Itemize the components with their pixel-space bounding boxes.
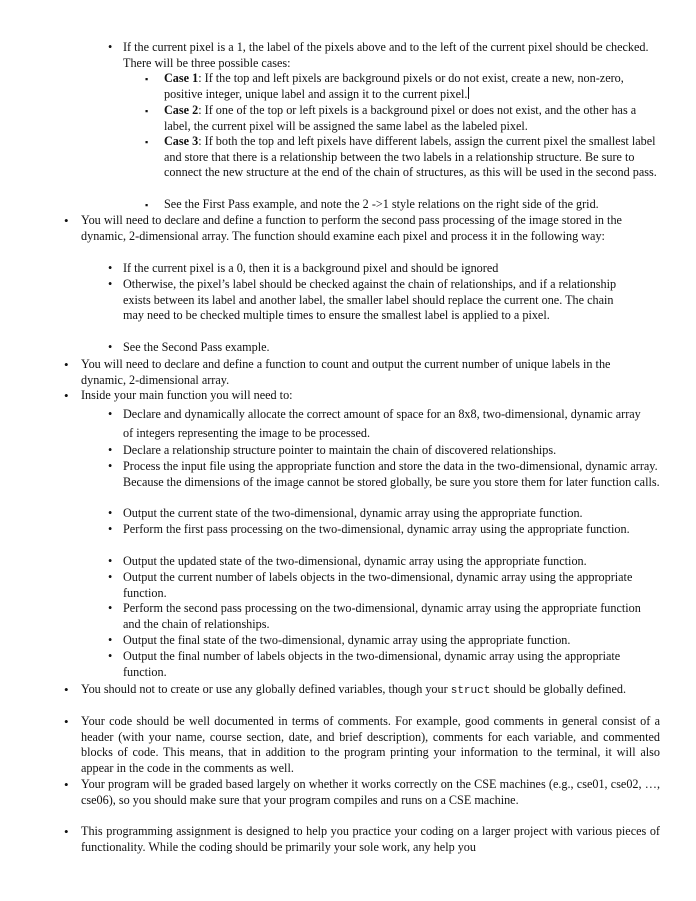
bullet-icon: • <box>108 277 113 291</box>
bullet-icon: • <box>64 357 69 372</box>
bullet-icon: • <box>108 506 113 520</box>
bullet-icon: • <box>108 443 113 457</box>
bullet-icon: • <box>64 824 69 839</box>
bullet-icon: • <box>108 40 113 54</box>
globals-item <box>64 682 661 700</box>
paragraph-text: Output the updated state of the two-dimensional, dynamic array using the appropriate function. <box>123 554 587 568</box>
bullet-icon: • <box>108 261 113 275</box>
second-pass-item <box>108 277 635 324</box>
main-function-item <box>108 405 643 443</box>
bullet-icon: • <box>64 714 69 729</box>
bullet-icon: • <box>64 682 69 697</box>
paragraph-text: See the Second Pass example. <box>123 340 270 354</box>
case-text: : If the top and left pixels are background pixels or do not exist, create a new, non-zero, positive integer, unique label and assign it to the current pixel. <box>164 71 624 101</box>
bullet-icon: • <box>64 777 69 792</box>
bullet-icon: • <box>108 407 113 421</box>
paragraph-text: Output the current number of labels objects in the two-dimensional, dynamic array using the appropriate function. <box>123 570 633 600</box>
struct-keyword: struct <box>450 685 491 697</box>
bullet-icon: • <box>64 388 69 403</box>
main-function-intro <box>64 388 656 404</box>
bullet-icon: • <box>108 570 113 584</box>
paragraph-text: Your code should be well documented in terms of comments. For example, good comments in general consist of a header (with your name, course section, date, and brief description), comments for each variable, and commented blocks of code. This means, that in addition to the program printing your information to the terminal, it will also appear in the code in the comments as well. <box>81 714 660 775</box>
practice-item <box>64 824 660 855</box>
case-label: Case 3 <box>164 134 199 148</box>
paragraph-text: See the First Pass example, and note the 2 ->1 style relations on the right side of the grid. <box>164 197 599 211</box>
count-labels-item <box>64 357 656 388</box>
paragraph-text: You should not to create or use any globally defined variables, though your <box>81 682 451 696</box>
paragraph-text: Declare a relationship structure pointer to maintain the chain of discovered relationships. <box>123 443 557 457</box>
case-text: : If one of the top or left pixels is a background pixel or does not exist, and the other has a label, the current pixel will be assigned the same label as the labeled pixel. <box>164 103 637 133</box>
second-pass-item <box>108 340 650 356</box>
square-bullet-icon: ▪ <box>145 106 149 116</box>
square-bullet-icon: ▪ <box>145 200 149 210</box>
paragraph-text: Perform the first pass processing on the two-dimensional, dynamic array using the appropriate function. <box>123 522 630 536</box>
case-text: : If both the top and left pixels have different labels, assign the current pixel the smallest label and store that there is a relationship between the two labels in a relationship structure. Be sure to connect the new structure at the end of the chain of structures, as this will be used in the second pass. <box>164 134 657 180</box>
first-pass-intro <box>108 40 650 71</box>
paragraph-text: This programming assignment is designed to help you practice your coding on a larger project with various pieces of functionality. While the coding should be primarily your sole work, any help you <box>81 824 660 854</box>
paragraph-text: If the current pixel is a 1, the label of the pixels above and to the left of the current pixel should be checked. There will be three possible cases: <box>123 40 649 70</box>
case-2 <box>145 103 660 134</box>
text-cursor <box>468 87 469 99</box>
paragraph-text: You will need to declare and define a function to perform the second pass processing of the image stored in the dynamic, 2-dimensional array. The function should examine each pixel and process it in the following way: <box>81 213 622 243</box>
bullet-icon: • <box>64 213 69 228</box>
comments-item <box>64 714 660 776</box>
case-label: Case 1 <box>164 71 199 85</box>
paragraph-text: Inside your main function you will need to: <box>81 388 293 402</box>
paragraph-text: Process the input file using the appropriate function and store the data in the two-dimensional, dynamic array. Because the dimensions of the image cannot be stored globally, be sure you store them for later function calls. <box>123 459 660 489</box>
case-3 <box>145 134 658 181</box>
bullet-icon: • <box>108 459 113 473</box>
main-function-item <box>108 522 650 538</box>
square-bullet-icon: ▪ <box>145 74 149 84</box>
grading-item <box>64 777 660 808</box>
main-function-item <box>108 554 660 570</box>
bullet-icon: • <box>108 340 113 354</box>
square-bullet-icon: ▪ <box>145 137 149 147</box>
second-pass-item <box>108 261 650 277</box>
paragraph-text: Perform the second pass processing on the two-dimensional, dynamic array using the appropriate function and the chain of relationships. <box>123 601 641 631</box>
case-label: Case 2 <box>164 103 199 117</box>
paragraph-text: Declare and dynamically allocate the correct amount of space for an 8x8, two-dimensional, dynamic array of integers representing the image to be processed. <box>123 407 641 440</box>
first-pass-example-note <box>145 197 664 213</box>
paragraph-text: Your program will be graded based largely on whether it works correctly on the CSE machines (e.g., cse01, cse02, …, cse06), so you should make sure that your program compiles and runs on a CSE machine. <box>81 777 660 807</box>
bullet-icon: • <box>108 522 113 536</box>
bullet-icon: • <box>108 649 113 663</box>
second-pass-intro <box>64 213 661 244</box>
bullet-icon: • <box>108 601 113 615</box>
main-function-item <box>108 649 633 680</box>
bullet-icon: • <box>108 633 113 647</box>
paragraph-text: If the current pixel is a 0, then it is a background pixel and should be ignored <box>123 261 499 275</box>
main-function-item <box>108 570 643 601</box>
paragraph-text: Output the final state of the two-dimensional, dynamic array using the appropriate function. <box>123 633 571 647</box>
paragraph-text: Output the current state of the two-dimensional, dynamic array using the appropriate function. <box>123 506 583 520</box>
main-function-item <box>108 459 660 490</box>
paragraph-text: should be globally defined. <box>490 682 627 696</box>
main-function-item <box>108 601 660 632</box>
main-function-item <box>108 633 650 649</box>
case-1 <box>145 71 660 102</box>
main-function-item <box>108 506 660 522</box>
paragraph-text: Output the final number of labels objects in the two-dimensional, dynamic array using the appropriate function. <box>123 649 621 679</box>
paragraph-text: Otherwise, the pixel’s label should be checked against the chain of relationships, and if a relationship exists between its label and another label, the smaller label should replace the current one. The chain may need to be checked multiple times to ensure the smallest label is applied to a pixel. <box>123 277 617 323</box>
bullet-icon: • <box>108 554 113 568</box>
paragraph-text: You will need to declare and define a function to count and output the current number of unique labels in the dynamic, 2-dimensional array. <box>81 357 611 387</box>
main-function-item <box>108 443 650 459</box>
